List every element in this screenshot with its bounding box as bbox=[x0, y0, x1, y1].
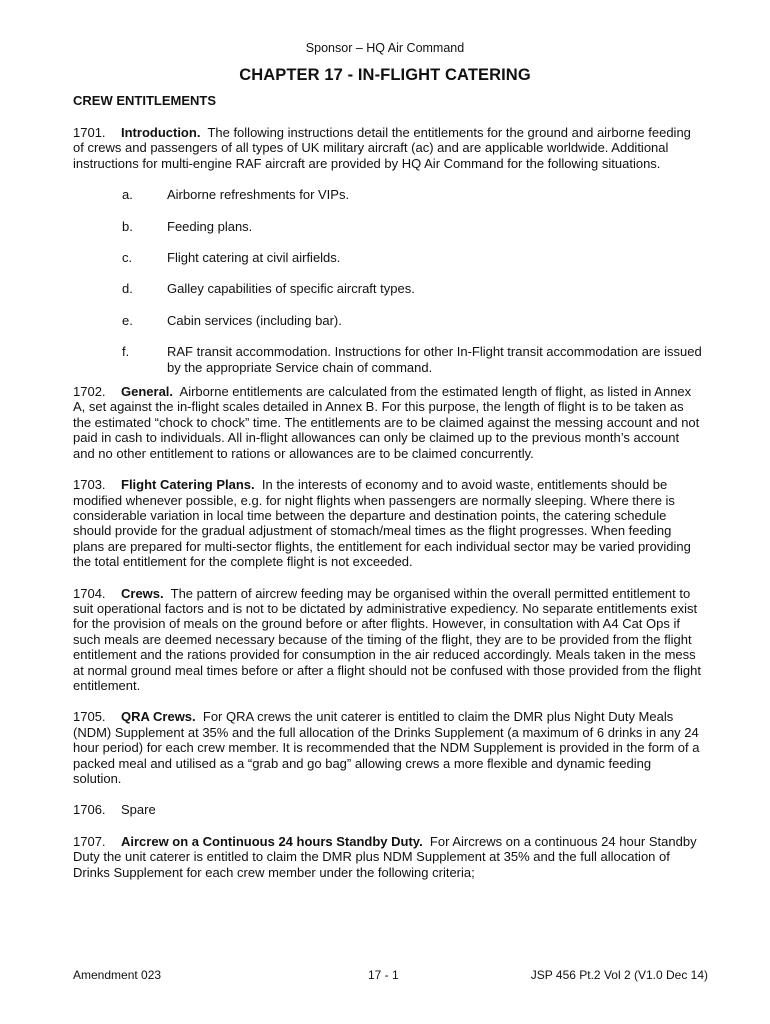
paragraph-1702 bbox=[73, 384, 703, 461]
paragraph-title: Crews. bbox=[121, 585, 164, 601]
section-heading: CREW ENTITLEMENTS bbox=[73, 93, 216, 108]
paragraph-1707 bbox=[73, 834, 703, 880]
paragraph-text: Spare bbox=[121, 802, 156, 818]
paragraph-number: 1704. bbox=[73, 585, 106, 601]
paragraph-1706 bbox=[73, 802, 703, 817]
paragraph-text: Airborne entitlements are calculated from the estimated length of flight, as listed in Annex A, set against the in-flight scales detailed in Annex B. For this purpose, the length of flight is to be taken as the estimated “chock to chock” time. The entitlements are to be claimed against the messing account and not paid in cash to individuals. All in-flight allowances can only be claimed up to the previous month’s account and no other entitlement to rations or allowances are to be claimed concurrently. bbox=[73, 384, 700, 461]
paragraph-text: For Aircrews on a continuous 24 hour Standby Duty the unit caterer is entitled to claim the DMR plus NDM Supplement at 35% and the full allocation of Drinks Supplement for each crew member under the following criteria; bbox=[73, 833, 697, 880]
paragraph-number: 1706. bbox=[73, 802, 106, 818]
paragraph-1705 bbox=[73, 709, 703, 786]
list-item-text: Airborne refreshments for VIPs. bbox=[167, 187, 350, 203]
situations-list bbox=[73, 187, 703, 375]
list-item-letter: d. bbox=[122, 281, 133, 297]
footer-page-number: 17 - 1 bbox=[368, 968, 399, 982]
list-item bbox=[73, 219, 703, 234]
footer-amendment: Amendment 023 bbox=[73, 968, 162, 982]
list-item bbox=[73, 250, 703, 265]
list-item-text: Galley capabilities of specific aircraft types. bbox=[167, 281, 415, 297]
page-header: Sponsor – HQ Air Command bbox=[305, 41, 465, 55]
paragraph-text: For QRA crews the unit caterer is entitled to claim the DMR plus Night Duty Meals (NDM) Supplement at 35% and the full allocation of the Drinks Supplement (a maximum of 6 drinks in any 24 hour period) for each crew member. It is recommended that the NDM Supplement is provided in the form of a packed meal and utilised as a “grab and go bag” allowing crews a more flexible and dynamic feeding solution. bbox=[73, 709, 700, 786]
list-item-text: Flight catering at civil airfields. bbox=[167, 250, 341, 266]
list-item-letter: e. bbox=[122, 312, 133, 328]
list-item bbox=[73, 187, 703, 202]
paragraph-1701 bbox=[73, 125, 703, 171]
paragraph-title: QRA Crews. bbox=[121, 709, 196, 725]
footer-reference: JSP 456 Pt.2 Vol 2 (V1.0 Dec 14) bbox=[530, 968, 708, 982]
paragraph-number: 1705. bbox=[73, 709, 106, 725]
paragraph-1703 bbox=[73, 477, 703, 569]
list-item bbox=[73, 281, 703, 296]
list-item bbox=[73, 313, 703, 328]
paragraph-text: The pattern of aircrew feeding may be organised within the overall permitted entitlement to suit operational factors and is not to be dictated by administrative expediency. No separate entitlements exist for the provision of meals on the ground before or after flights. However, in consultation with A4 Cat Ops if such meals are deemed necessary because of the timing of the flight, they are to be provided from the flight entitlement and the rations provided for consumption in the air reduced accordingly. Meals taken in the mess at normal ground meal times before or after a flight should not be confused with those provided from the flight entitlement. bbox=[73, 585, 701, 693]
document-body bbox=[73, 125, 703, 896]
list-item-letter: a. bbox=[122, 187, 133, 203]
list-item bbox=[73, 344, 703, 375]
paragraph-title: Introduction. bbox=[121, 125, 201, 140]
list-item-text: Cabin services (including bar). bbox=[167, 312, 342, 328]
paragraph-1704 bbox=[73, 586, 703, 694]
chapter-title: CHAPTER 17 - IN-FLIGHT CATERING bbox=[239, 66, 531, 84]
list-item-letter: f. bbox=[122, 344, 130, 360]
paragraph-title: General. bbox=[121, 384, 174, 400]
list-item-letter: c. bbox=[122, 250, 133, 266]
paragraph-number: 1703. bbox=[73, 477, 106, 493]
paragraph-number: 1707. bbox=[73, 833, 106, 849]
paragraph-number: 1702. bbox=[73, 384, 106, 400]
paragraph-number: 1701. bbox=[73, 125, 106, 140]
paragraph-text: The following instructions detail the entitlements for the ground and airborne feeding of crews and passengers of all types of UK military aircraft (ac) and are applicable worldwide. Additional instructions for multi-engine RAF aircraft are provided by HQ Air Command for the following situations. bbox=[73, 125, 691, 171]
paragraph-text: In the interests of economy and to avoid waste, entitlements should be modified whenever possible, e.g. for night flights when passengers are normally sleeping. Where there is considerable variation in local time between the departure and destination points, the catering schedule should provide for the gradual adjustment of stomach/meal times as the flight progresses. When feeding plans are prepared for multi-sector flights, the entitlement for each individual sector may be varied providing the total entitlement for the complete flight is not exceeded. bbox=[73, 477, 691, 570]
paragraph-title: Aircrew on a Continuous 24 hours Standby Duty. bbox=[121, 833, 423, 849]
list-item-letter: b. bbox=[122, 218, 133, 234]
list-item-text: Feeding plans. bbox=[167, 218, 253, 234]
paragraph-title: Flight Catering Plans. bbox=[121, 477, 255, 493]
list-item-text: RAF transit accommodation. Instructions for other In-Flight transit accommodation are issued by the appropriate Service chain of command. bbox=[167, 344, 702, 375]
